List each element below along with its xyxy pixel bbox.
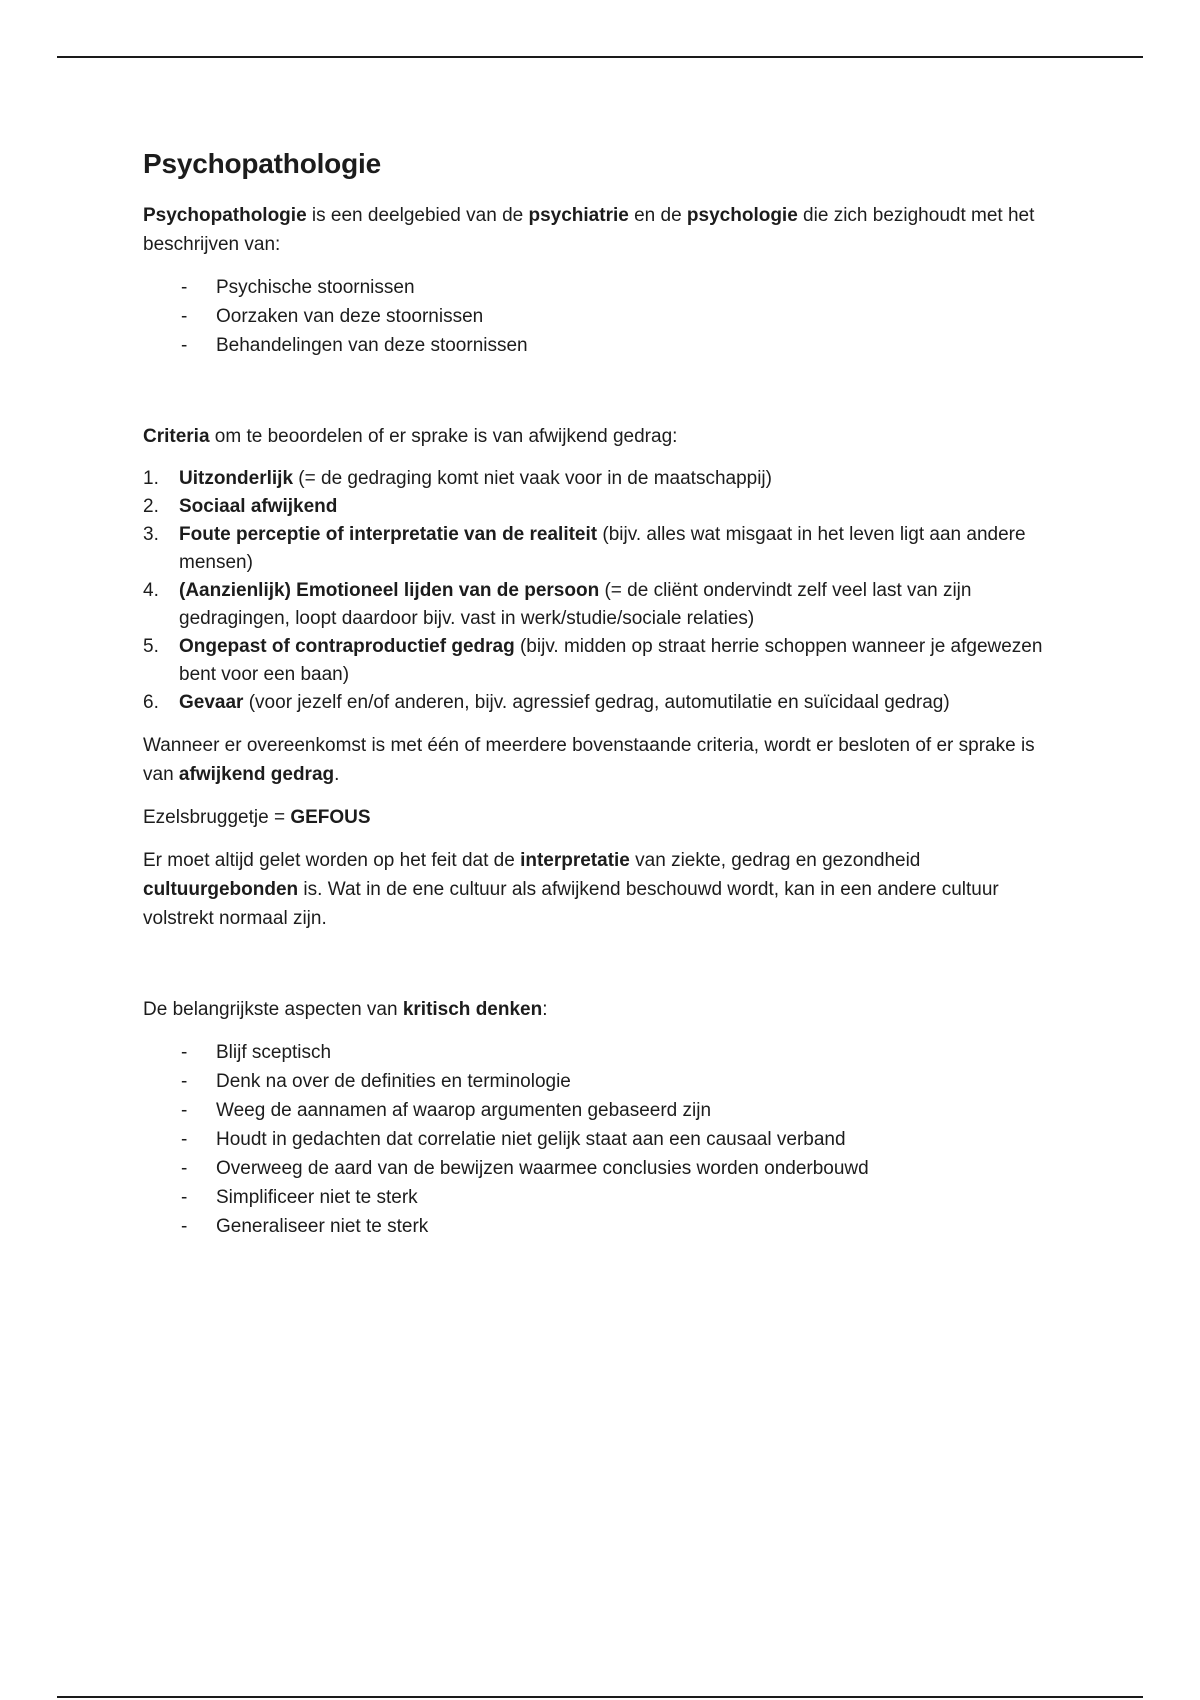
list-item: - Behandelingen van deze stoornissen (181, 335, 528, 356)
criteria-item: 3. Foute perceptie of interpretatie van de realiteit (bijv. alles wat misgaat in het leven ligt aan andere mensen) (143, 524, 1026, 573)
intro-term: Psychopathologie (143, 205, 307, 226)
list-item: - Weeg de aannamen af waarop argumenten gebaseerd zijn (181, 1100, 712, 1121)
list-item: - Blijf sceptisch (181, 1042, 332, 1063)
criteria-item: 2. Sociaal afwijkend (143, 496, 338, 517)
criteria-intro: Criteria om te beoordelen of er sprake is van afwijkend gedrag: (143, 426, 678, 447)
footer-rule (57, 1696, 1143, 1698)
criteria-item: 1. Uitzonderlijk (= de gedraging komt niet vaak voor in de maatschappij) (143, 468, 772, 489)
header-rule (57, 56, 1143, 58)
criteria-item: 4. (Aanzienlijk) Emotioneel lijden van de persoon (= de cliënt ondervindt zelf veel last van zijn gedragingen, loopt daardoor bijv. vast in werk/studie/sociale relaties) (143, 580, 972, 629)
list-item: - Houdt in gedachten dat correlatie niet gelijk staat aan een causaal verband (181, 1129, 846, 1150)
mnemonic-line: Ezelsbruggetje = GEFOUS (143, 807, 371, 828)
criteria-item: 5. Ongepast of contraproductief gedrag (bijv. midden op straat herrie schoppen wanneer je afgewezen bent voor een baan) (143, 636, 1043, 685)
culture-paragraph: Er moet altijd gelet worden op het feit dat de interpretatie van ziekte, gedrag en gezondheid cultuurgebonden is. Wat in de ene cultuur als afwijkend beschouwd wordt, kan in een andere cultuur volstrekt normaal zijn. (143, 850, 999, 929)
criteria-list (143, 465, 1043, 717)
document-body (143, 144, 1043, 1241)
conclusion-paragraph: Wanneer er overeenkomst is met één of meerdere bovenstaande criteria, wordt er besloten of er sprake is van afwijkend gedrag. (143, 735, 1035, 785)
list-item: - Denk na over de definities en terminologie (181, 1071, 571, 1092)
intro-paragraph: Psychopathologie is een deelgebied van de psychiatrie en de psychologie die zich bezighoudt met het beschrijven van: (143, 205, 1035, 255)
list-item: - Simplificeer niet te sterk (181, 1187, 418, 1208)
critical-intro: De belangrijkste aspecten van kritisch denken: (143, 999, 548, 1020)
criteria-item: 6. Gevaar (voor jezelf en/of anderen, bijv. agressief gedrag, automutilatie en suïcidaal gedrag) (143, 692, 950, 713)
list-item: - Overweeg de aard van de bewijzen waarmee conclusies worden onderbouwd (181, 1158, 869, 1179)
list-item: - Generaliseer niet te sterk (181, 1216, 429, 1237)
critical-thinking-list (143, 1038, 1043, 1241)
intro-list (143, 273, 1043, 360)
list-item: - Oorzaken van deze stoornissen (181, 306, 484, 327)
list-item: - Psychische stoornissen (181, 277, 415, 298)
page-title: Psychopathologie (143, 148, 381, 179)
